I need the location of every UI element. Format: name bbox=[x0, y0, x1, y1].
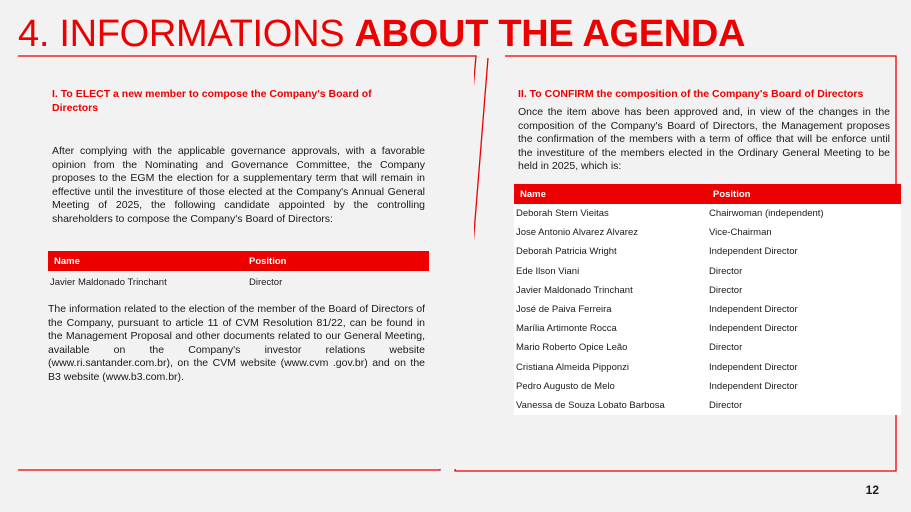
member-position: Independent Director bbox=[707, 358, 901, 377]
member-name: Ede Ilson Viani bbox=[514, 262, 707, 281]
table-header-position: Position bbox=[243, 251, 429, 271]
section-1-footer: The information related to the election of the member of the Board of Directors of the Company, pursuant to article 11 of CVM Resolution 81/22, can be found in the Management Proposal and other documents related to our General Meeting, available on the Company's investor relations website (www.ri.santander.com.br), on the CVM website (www.cvm .gov.br) and on the B3 website (www.b3.com.br). bbox=[48, 303, 425, 383]
table-header-row bbox=[48, 251, 429, 271]
member-name: Marília Artimonte Rocca bbox=[514, 319, 707, 338]
member-position: Director bbox=[249, 276, 283, 288]
section-2-paragraph: Once the item above has been approved and, in view of the changes in the composition of the Company's Board of Directors, the Management proposes the confirmation of the members with a term of office that will be enforce until the investiture of the members elected in the Ordinary General Meeting to be held in 2025, which is: bbox=[518, 106, 890, 173]
table-row bbox=[514, 281, 901, 300]
section-1-table bbox=[48, 251, 429, 293]
section-2-table bbox=[514, 184, 901, 415]
member-position: Independent Director bbox=[707, 377, 901, 396]
table-row bbox=[514, 319, 901, 338]
title-part-1: 4. INFORMATIONS bbox=[18, 13, 355, 55]
member-name: José de Paiva Ferreira bbox=[514, 300, 707, 319]
title-part-2: ABOUT THE AGENDA bbox=[354, 13, 746, 55]
table-header-position: Position bbox=[707, 184, 901, 204]
section-1-heading: I. To ELECT a new member to compose the Company's Board of Directors bbox=[52, 88, 372, 114]
table-row bbox=[514, 338, 901, 357]
member-position: Vice-Chairman bbox=[707, 223, 901, 242]
table-header-name: Name bbox=[514, 184, 707, 204]
member-position: Independent Director bbox=[707, 300, 901, 319]
table-row bbox=[48, 271, 429, 293]
table-row bbox=[514, 262, 901, 281]
table-row bbox=[514, 300, 901, 319]
table-row bbox=[514, 396, 901, 415]
member-position: Chairwoman (independent) bbox=[707, 204, 901, 223]
table-header-name: Name bbox=[48, 251, 243, 271]
section-1-paragraph: After complying with the applicable governance approvals, with a favorable opinion from the Nominating and Governance Committee, the Company proposes to the EGM the election for a supplementary term that will remain in effective until the investiture of those elected at the Company's Annual General Meeting of 2025, the following candidate appointed by the controlling shareholders to compose the Company's Board of Directors: bbox=[52, 145, 425, 225]
table-row bbox=[514, 223, 901, 242]
member-name: Mario Roberto Opice Leão bbox=[514, 338, 707, 357]
member-name: Pedro Augusto de Melo bbox=[514, 377, 707, 396]
member-position: Director bbox=[707, 281, 901, 300]
member-position: Director bbox=[707, 396, 901, 415]
member-position: Director bbox=[707, 338, 901, 357]
member-name: Deborah Patricia Wright bbox=[514, 242, 707, 261]
member-position: Independent Director bbox=[707, 242, 901, 261]
table-row bbox=[514, 358, 901, 377]
page-number: 12 bbox=[865, 483, 879, 497]
member-name: Vanessa de Souza Lobato Barbosa bbox=[514, 396, 707, 415]
member-name: Deborah Stern Vieitas bbox=[514, 204, 707, 223]
table-header-row bbox=[514, 184, 901, 204]
table-row bbox=[514, 242, 901, 261]
member-name: Javier Maldonado Trinchant bbox=[50, 276, 167, 288]
member-name: Jose Antonio Alvarez Alvarez bbox=[514, 223, 707, 242]
member-position: Director bbox=[707, 262, 901, 281]
member-position: Independent Director bbox=[707, 319, 901, 338]
section-2-heading: II. To CONFIRM the composition of the Company's Board of Directors bbox=[518, 88, 864, 100]
table-row bbox=[514, 204, 901, 223]
member-name: Javier Maldonado Trinchant bbox=[514, 281, 707, 300]
member-name: Cristiana Almeida Pipponzi bbox=[514, 358, 707, 377]
table-row bbox=[514, 377, 901, 396]
